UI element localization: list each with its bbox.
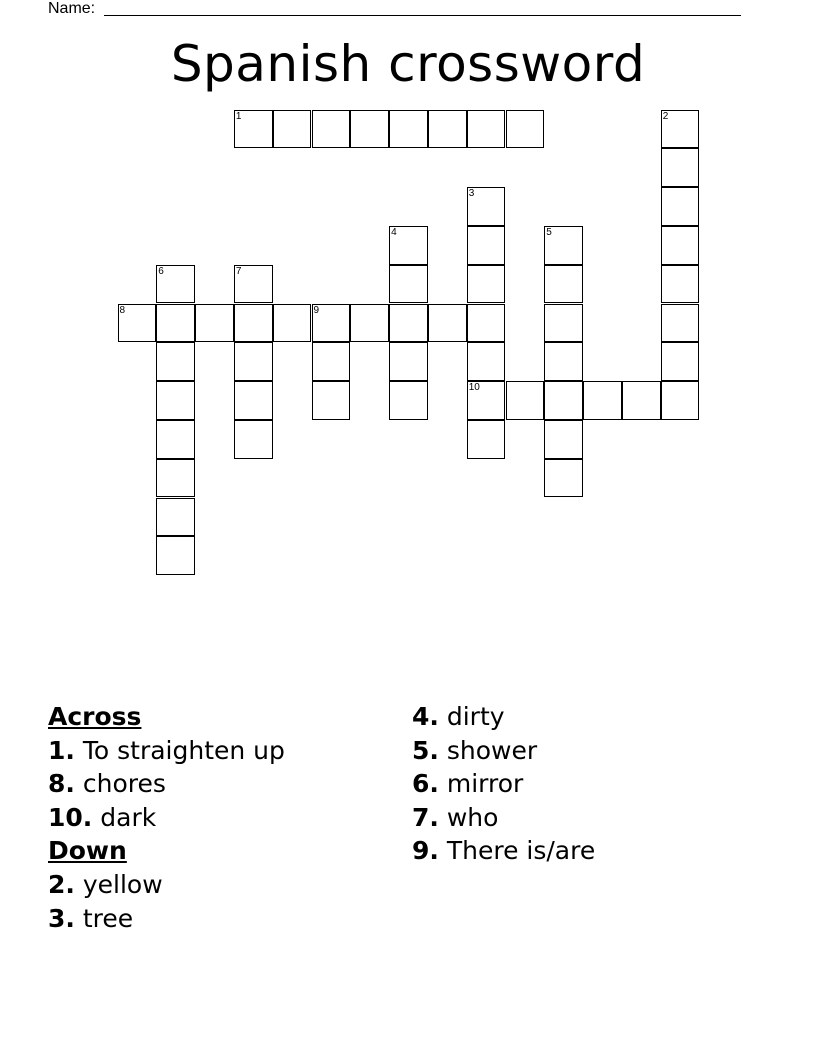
crossword-cell[interactable] (583, 381, 622, 420)
crossword-cell[interactable] (467, 420, 506, 459)
crossword-cell[interactable] (467, 381, 506, 420)
clue-down-2: 2. yellow (48, 869, 163, 899)
crossword-cell[interactable] (661, 381, 700, 420)
crossword-cell[interactable] (622, 381, 661, 420)
crossword-cell[interactable] (389, 265, 428, 304)
crossword-cell[interactable] (156, 342, 195, 381)
crossword-cell[interactable] (156, 420, 195, 459)
clue-down-7: 7. who (412, 802, 499, 832)
across-heading: Across (48, 702, 142, 731)
crossword-cell[interactable] (234, 381, 273, 420)
crossword-cell[interactable] (312, 342, 351, 381)
cell-number: 5 (546, 226, 552, 238)
clue-across-8: 8. chores (48, 769, 166, 799)
cell-number: 10 (468, 382, 480, 394)
clue-down-3: 3. tree (48, 903, 134, 933)
crossword-cell[interactable] (506, 110, 545, 149)
clue-column-left (48, 700, 285, 935)
crossword-cell[interactable] (156, 304, 195, 343)
crossword-cell[interactable] (156, 536, 195, 575)
crossword-cell[interactable] (118, 304, 157, 343)
crossword-cell[interactable] (544, 304, 583, 343)
crossword-cell[interactable] (234, 342, 273, 381)
cell-number: 8 (119, 304, 126, 316)
name-label: Name: (48, 0, 96, 17)
crossword-cell[interactable] (234, 420, 273, 459)
crossword-cell[interactable] (156, 459, 195, 498)
crossword-cell[interactable] (273, 304, 312, 343)
cell-number: 3 (468, 188, 475, 200)
crossword-cell[interactable] (506, 381, 545, 420)
crossword-cell[interactable] (467, 187, 506, 226)
crossword-cell[interactable] (544, 342, 583, 381)
clue-down-6: 6. mirror (412, 769, 524, 799)
crossword-cell[interactable] (156, 381, 195, 420)
crossword-cell[interactable] (312, 381, 351, 420)
cell-number: 2 (662, 110, 669, 122)
crossword-cell[interactable] (467, 342, 506, 381)
crossword-cell[interactable] (544, 420, 583, 459)
crossword-cell[interactable] (389, 304, 428, 343)
crossword-cell[interactable] (467, 226, 506, 265)
clue-across-10: 10. dark (48, 802, 157, 832)
crossword-cell[interactable] (234, 265, 273, 304)
crossword-cell[interactable] (661, 304, 700, 343)
crossword-cell[interactable] (661, 187, 700, 226)
crossword-cell[interactable] (312, 304, 351, 343)
crossword-cell[interactable] (467, 110, 506, 149)
clue-column-right (412, 700, 595, 868)
crossword-cell[interactable] (350, 304, 389, 343)
clue-across-1: 1. To straighten up (48, 735, 285, 765)
crossword-cell[interactable] (389, 110, 428, 149)
crossword-cell[interactable] (389, 342, 428, 381)
cell-number: 6 (158, 265, 164, 277)
crossword-cell[interactable] (467, 265, 506, 304)
clue-down-4: 4. dirty (412, 702, 505, 731)
cell-number: 7 (235, 265, 242, 277)
down-heading: Down (48, 836, 127, 866)
crossword-cell[interactable] (467, 304, 506, 343)
cell-number: 9 (313, 304, 320, 316)
crossword-cell[interactable] (661, 265, 700, 304)
crossword-cell[interactable] (544, 265, 583, 304)
crossword-cell[interactable] (389, 226, 428, 265)
crossword-cell[interactable] (544, 226, 583, 265)
clue-down-5: 5. shower (412, 735, 538, 765)
clue-down-9: 9. There is/are (412, 836, 596, 866)
crossword-cell[interactable] (312, 110, 351, 149)
crossword-cell[interactable] (661, 226, 700, 265)
cell-number: 1 (235, 110, 242, 122)
crossword-cell[interactable] (234, 110, 273, 149)
crossword-cell[interactable] (273, 110, 312, 149)
crossword-cell[interactable] (350, 110, 389, 149)
crossword-cell[interactable] (195, 304, 234, 343)
crossword-cell[interactable] (234, 304, 273, 343)
crossword-cell[interactable] (661, 342, 700, 381)
crossword-cell[interactable] (544, 381, 583, 420)
crossword-cell[interactable] (389, 381, 428, 420)
page-title: Spanish crossword (170, 35, 646, 93)
crossword-cell[interactable] (661, 148, 700, 187)
crossword-cell[interactable] (428, 304, 467, 343)
cell-number: 4 (391, 226, 397, 238)
crossword-cell[interactable] (156, 265, 195, 304)
crossword-cell[interactable] (156, 498, 195, 537)
crossword-cell[interactable] (544, 459, 583, 498)
crossword-cell[interactable] (661, 110, 700, 149)
crossword-cell[interactable] (428, 110, 467, 149)
